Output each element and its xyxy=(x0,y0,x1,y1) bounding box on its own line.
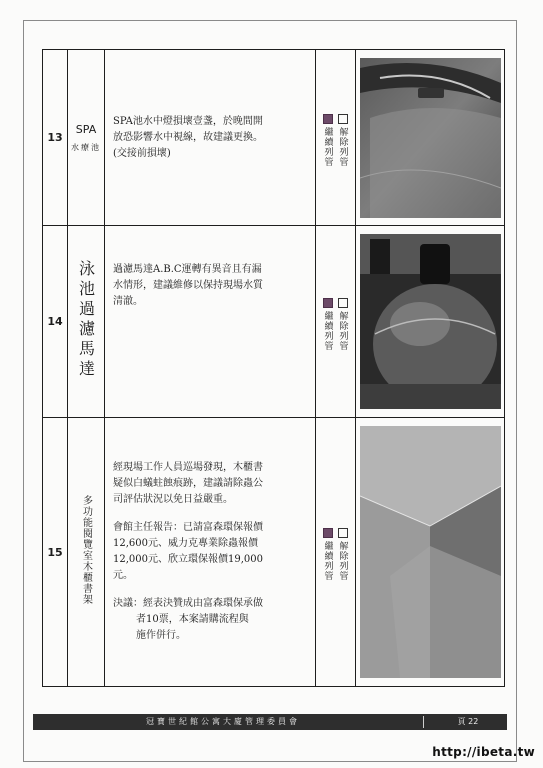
status-cell xyxy=(316,50,356,226)
inspection-table xyxy=(42,49,505,687)
photo-cell xyxy=(356,50,505,226)
area-name: SPA xyxy=(75,122,97,136)
continue-tracking-label: 繼續列管 xyxy=(322,310,333,351)
item-number: 13 xyxy=(43,50,68,226)
photo-cell xyxy=(356,226,505,418)
remove-tracking-label: 解除列管 xyxy=(337,310,348,351)
resolution-line: 決議：經表決贊成由富森環保承做 xyxy=(113,598,263,609)
area-name: 泳池過濾馬達 xyxy=(76,259,96,380)
table-row xyxy=(43,418,505,687)
table-row xyxy=(43,50,505,226)
photo-cell xyxy=(356,418,505,687)
resolution-continued-text: 者10票，本案請購流程與 施作併行。 xyxy=(136,614,249,641)
description-cell xyxy=(105,226,316,418)
description-cell xyxy=(105,50,316,226)
area-name: 多功能閱覽室木櫃書架 xyxy=(80,495,92,605)
footer-bar xyxy=(33,714,507,730)
page-number: 頁 22 xyxy=(457,717,479,726)
checked-box-icon[interactable] xyxy=(323,528,333,538)
spa-pool-photo xyxy=(360,58,501,218)
area-subname: 水療池 xyxy=(71,142,101,152)
remove-tracking-label: 解除列管 xyxy=(337,541,348,581)
unchecked-box-icon[interactable] xyxy=(338,114,348,124)
area-cell xyxy=(68,50,105,226)
checked-box-icon[interactable] xyxy=(323,114,333,124)
resolution-text xyxy=(113,596,307,612)
status-cell xyxy=(316,418,356,687)
status-cell xyxy=(316,226,356,418)
watermark: http://ibeta.tw xyxy=(432,745,535,759)
remove-tracking-label: 解除列管 xyxy=(337,126,348,167)
filter-motor-photo xyxy=(360,234,501,409)
continue-tracking-label: 繼續列管 xyxy=(322,126,333,167)
checked-box-icon[interactable] xyxy=(323,298,333,308)
wooden-shelf-photo xyxy=(360,426,501,678)
table-row xyxy=(43,226,505,418)
unchecked-box-icon[interactable] xyxy=(338,298,348,308)
area-cell xyxy=(68,226,105,418)
footer-divider xyxy=(423,716,424,728)
organization-name: 冠寶世紀館公寓大廈管理委員會 xyxy=(146,717,300,726)
item-number: 15 xyxy=(43,418,68,687)
unchecked-box-icon[interactable] xyxy=(338,528,348,538)
description-cell xyxy=(105,418,316,687)
description-text: SPA池水中燈損壞壹盞，於晚間開 放恐影響水中視線，故建議更換。 (交接前損壞) xyxy=(113,115,263,159)
area-cell xyxy=(68,418,105,687)
item-number: 14 xyxy=(43,226,68,418)
manager-report-text: 會館主任報告：已請富森環保報價 12,600元、威力克專業除蟲報價 12,000元、欣立環保報價19,000 元。 xyxy=(113,522,263,581)
continue-tracking-label: 繼續列管 xyxy=(322,541,333,581)
description-text: 過濾馬達A.B.C運轉有異音且有漏 水情形，建議維修以保持現場水質 清澈。 xyxy=(113,263,263,307)
description-text: 經現場工作人員巡場發現，木櫃書 疑似白蟻蛀蝕痕跡，建議請除蟲公 司評估狀況以免日益嚴重。 xyxy=(113,462,263,505)
